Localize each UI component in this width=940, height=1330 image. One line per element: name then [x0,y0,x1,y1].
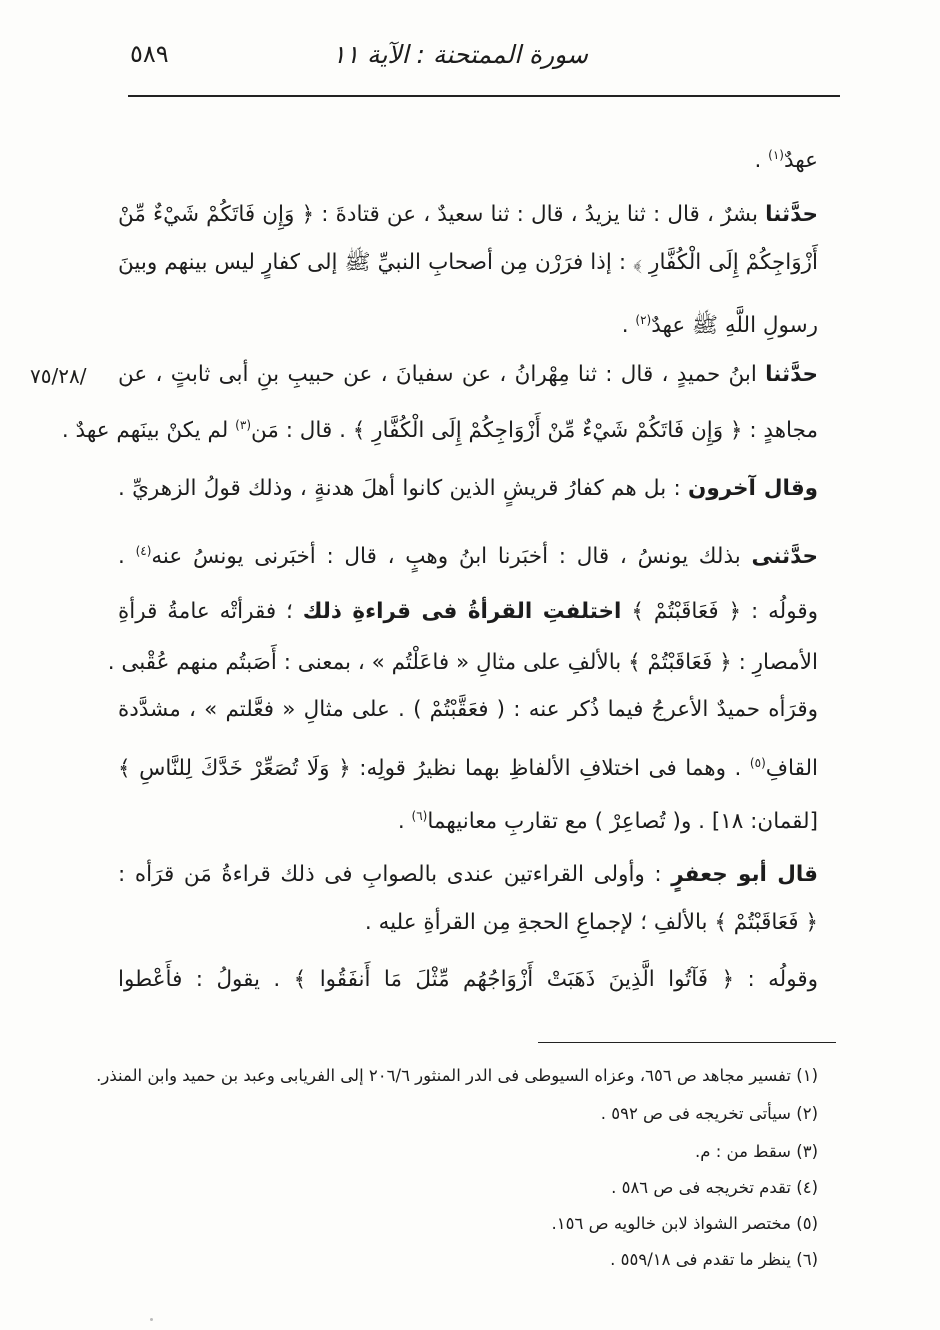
body-line [365,908,818,938]
body-line [118,248,818,278]
line-tail: . وهما فى اختلافِ الألفاظِ بهما نظيرُ قولِه: ﴿ وَلَا تُصَعِّرْ خَدَّكَ لِلنَّاسِ ﴾ [118,756,750,782]
line-text: ابنُ حميدٍ ، قال : ثنا مِهْرانُ ، عن سفيانَ ، عن حبيبِ بنِ أبى ثابتٍ ، عن [118,362,766,387]
footnote-marker: (٥) [749,756,766,770]
margin-reference: /٧٥/٢٨ [30,364,87,388]
scan-speck [150,1318,153,1321]
bold-lead: حدَّثنى [751,544,818,570]
line-text: [لقمان: ١٨] . و( تُصاعِرْ ) مع تقاربِ معانيهما [427,809,818,835]
line-text: ﴿ فَعَاقَبْتُمْ ﴾ بالألفِ ؛ لإجماعِ الحجةِ مِن القرأةِ عليه . [364,910,818,935]
line-tail: لم يكنْ بينَهم عهدٌ . [61,418,236,444]
line-tail: . [754,148,769,174]
line-text: رسولِ اللَّهِ ﷺ عهدٌ [651,313,818,339]
body-line [118,860,818,890]
footnote-marker: (٦) [411,809,428,823]
footnote: (٣) سقط من : م. [695,1142,818,1161]
body-line [622,305,818,341]
body-line [754,140,818,176]
line-text: عهدٌ [783,148,818,174]
body-line [118,536,818,572]
footnote-marker: (٣) [235,418,251,432]
line-text: بشرٌ ، قال : ثنا يزيدُ ، قال : ثنا سعيدٌ ، عن قتادةَ : ﴿ وَإِن فَاتَكُمْ شَيْءٌ مِّنْ [118,202,766,227]
line-text: الأمصارِ : ﴿ فَعَاقَبْتُمْ ﴾ بالألفِ على مثالِ « فاعَلْتُم » ، بمعنى : أَصَبتُم منهم عُقْبى . [107,650,818,675]
body-line [107,648,818,678]
line-tail: . [621,313,636,339]
line-text: أَزْوَاجِكُمْ إِلَى الْكُفَّارِ ﴾ : إذا فرَرْن مِن أصحابِ النبيِّ ﷺ إلى كفارٍ ليس بينهم وبينَ [118,250,818,275]
bold-lead: حدَّثنا [765,362,818,387]
body-line [398,801,818,837]
bold-lead: قال أبو جعفرٍ [671,862,818,887]
body-line [61,410,818,446]
body-line [118,695,818,725]
body-line [118,965,818,995]
line-text: وقولُه : ﴿ فَآتُوا الَّذِينَ ذَهَبَتْ أَزْوَاجُهُم مِّثْلَ مَا أَنفَقُوا ﴾ . يقولُ : فأَعْطوا [118,967,818,992]
footnote-rule [538,1042,836,1043]
footnote: (٢) سيأتى تخريجه فى ص ٥٩٢ . [600,1104,818,1123]
bold-phrase: اختلفتِ القرأةُ فى قراءةِ ذلك [302,599,622,624]
line-text: : وأولى القراءتين عندى بالصوابِ فى ذلك قراءةُ مَن قرَأه : [118,862,672,887]
body-line [118,748,818,784]
line-text: القافِ [765,756,818,782]
header-rule [128,95,840,97]
body-line [118,474,818,504]
footnote: (١) تفسير مجاهد ص ٦٥٦، وعزاه السيوطى فى الدر المنثور ٢٠٦/٦ إلى الفريابى وعبد بن حميد وابن المنذر. [96,1066,818,1085]
line-tail: . [397,809,412,835]
line-text: بذلك يونسُ ، قال : أخبَرنا ابنُ وهبٍ ، قال : أخبَرنى يونسُ عنه [151,544,752,570]
footnote-marker: (٤) [135,544,152,558]
footnote: (٦) ينظر ما تقدم فى ٥٥٩/١٨ . [610,1250,818,1269]
line-text: وقولُه : ﴿ فَعَاقَبْتُمْ ﴾ [621,599,818,624]
footnote-marker: (٢) [635,313,652,327]
footnote-marker: (١) [768,148,784,162]
body-line [118,360,818,390]
bold-lead: وقال آخرون [687,476,819,501]
running-header-title: سورة الممتحنة : الآية ١١ [332,40,588,69]
footnote: (٥) مختصر الشواذ لابن خالويه ص ١٥٦. [551,1214,818,1233]
body-line [118,200,818,230]
line-text: وقرَأه حميدٌ الأعرجُ فيما ذُكر عنه : ( فعَقَّبْتُمْ ) . على مثالِ « فعَّلتم » ، مشدَّدة [118,697,818,722]
page-number: ٥٨٩ [130,40,169,68]
line-tail: . [118,544,136,570]
bold-lead: حدَّثنا [765,202,818,227]
line-tail: ؛ فقرأتْه عامةُ قرأةِ [118,599,303,624]
body-line [118,597,818,627]
line-text: مجاهدٍ : ﴿ وَإِن فَاتَكُمْ شَيْءٌ مِّنْ أَزْوَاجِكُمْ إِلَى الْكُفَّارِ ﴾ . قال : مَن [251,418,818,444]
line-text: : بل هم كفارُ قريشٍ الذين كانوا أهلَ هدنةٍ ، وذلك قولُ الزهريِّ . [118,476,688,501]
footnote: (٤) تقدم تخريجه فى ص ٥٨٦ . [611,1178,818,1197]
